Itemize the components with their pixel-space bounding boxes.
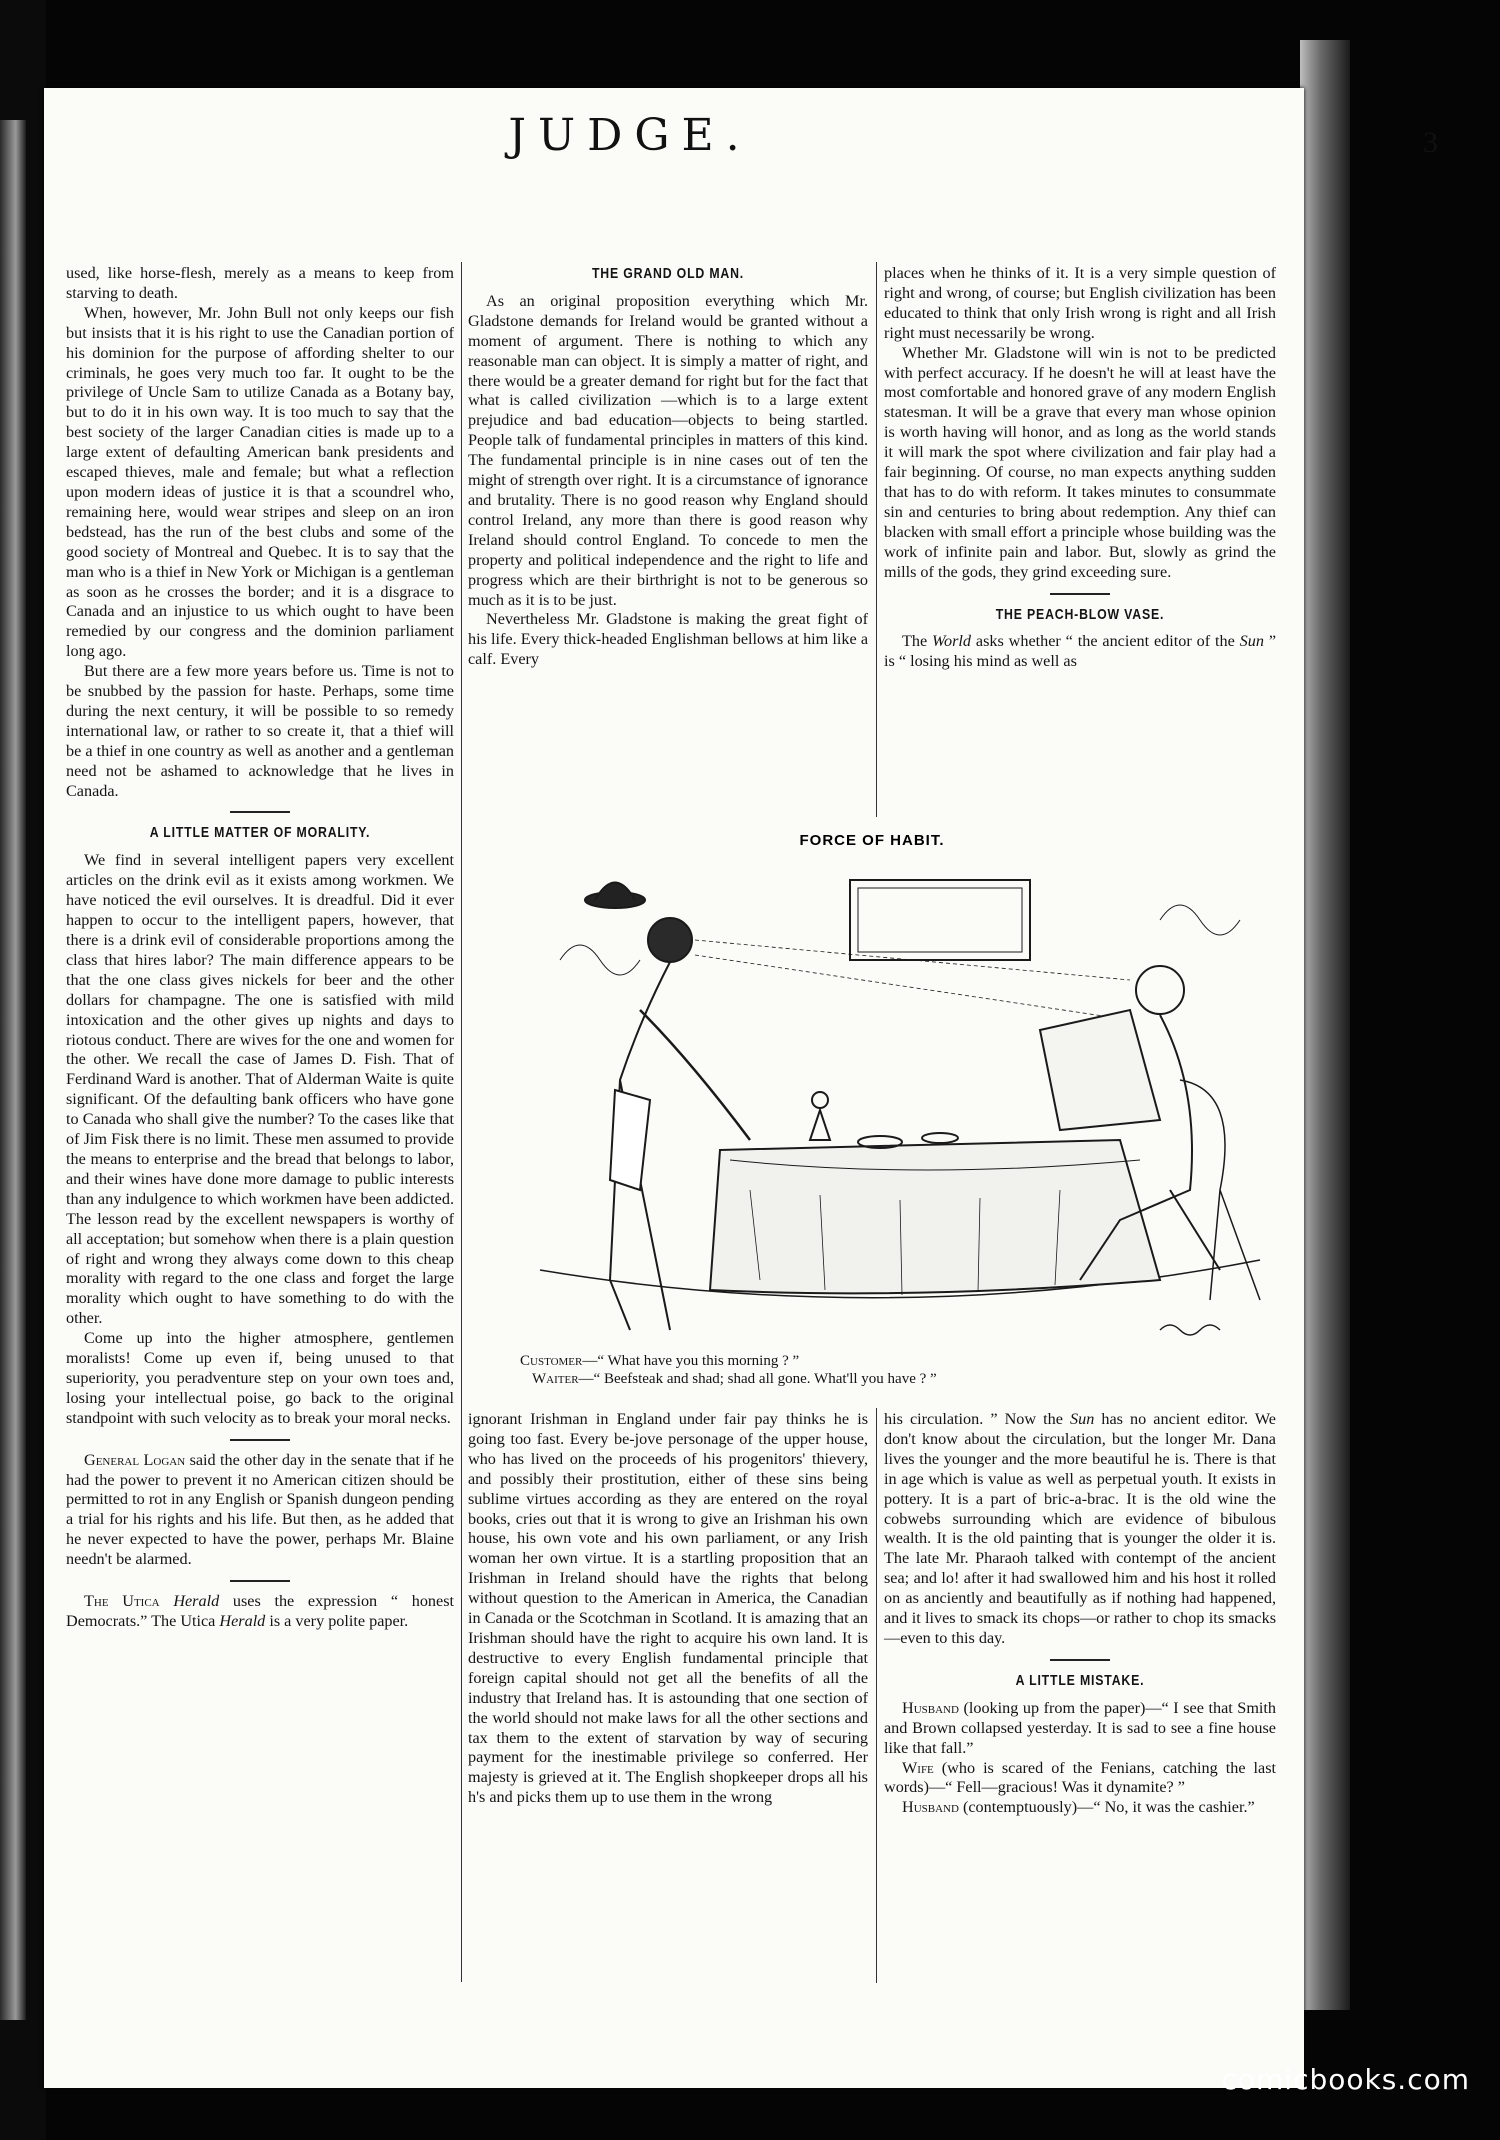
newspaper <box>1040 1010 1160 1130</box>
paragraph: We find in several intelligent papers very excellent articles on the drink evil as it exists among workmen. We have noticed the evil ourselves. It is dreadful. Did it ever happen to occur to the intelligent papers, however, that there is a drink evil of considerable proportions among the class that hires labor? The main difference appears to be that the one class gives nickels for beer and the other dollars for champagne. The one is satisfied with mild intoxication and the other gives up nights and days to riotous conduct. There are wives for the one and women for the other. We recall the case of James D. Fish. That of Ferdinand Ward is another. That of Alderman Waite is quite significant. Of the defaulting bank officers who have gone to Canada who shall give the number? To the cases like that of Jim Fisk there is no limit. These men assumed to provide the means to enterprise and the bread that belongs to labor, and their wines have done more damage to public interests than any indulgence to which workmen have been addicted. The lesson read by the excellent newspapers is worthy of all acceptation; but somehow when there is a plain question of right and wrong they always come down to this cheap morality with regard to the one class and forget the large morality which ought to have something to do with the other. <box>66 851 454 1328</box>
column-4 <box>468 1410 868 1808</box>
paragraph <box>884 1699 1276 1759</box>
paragraph <box>884 1798 1276 1818</box>
page-number: 3 <box>1423 126 1438 159</box>
paragraph: When, however, Mr. John Bull not only keeps our fish but insists that it is his right to use the Canadian portion of his dominion for the purpose of affording shelter to our criminals, he goes very much too far. It ought to be the privilege of Uncle Sam to utilize Canada as a Botany bay, but to do it in his own way. It is too much to say that the best society of the larger Canadian cities is made up to a large extent of defaulting American bank presidents and escaped thieves, male and female; but what a reflection upon modern ideas of justice it is that a scoundrel who, remaining here, would wear stripes and sleep on an iron bedstead, has the run of the best clubs and some of the good society of Montreal and Quebec. It is to say that the man who is a thief in New York or Michigan is a gentleman as soon as he crosses the border; and it is a disgrace to Canada and an injustice to us which ought to have been remedied by our congress and the dominion parliament long ago. <box>66 303 454 661</box>
column-rule-1 <box>461 262 462 1982</box>
paragraph: As an original proposition everything which Mr. Gladstone demands for Ireland would be granted without a moment of argument. There is nothing to which any reasonable man can object. It is simply a matter of right, and there would be a greater demand for right but for the fact that what is called civilization —which is to a large extent prejudice and bad education—objects to being startled. People talk of fundamental principles in matters of this kind. The fundamental principle is in nine cases out of ten the might of strength over right. It is a circumstance of ignorance and brutality. There is no good reason why England should control Ireland, any more than there is good reason why Ireland should control England. To concede to men the property and political independence and the right to life and progress which are their birthright is not to be generous so much as it is to be just. <box>468 291 868 609</box>
paragraph: places when he thinks of it. It is a very simple question of right and wrong, of course; but English civilization has been educated to think that only Irish wrong is right and all Irish right must necessarily be wrong. <box>884 264 1276 342</box>
speaker: Husband <box>902 1698 959 1717</box>
newspaper-name: Sun <box>1070 1410 1095 1428</box>
site-watermark: comicbooks.com <box>1221 2063 1470 2096</box>
paragraph-text: his circulation. ” Now the <box>884 1410 1071 1428</box>
paragraph-text: said the other day in the senate that if he had the power to prevent it no American citizen should be permitted to rot in any English or Spanish dungeon pending a trial for his rights and his life. But then, as he added that he never expected to have the power, perhaps Mr. Blaine needn't be alarmed. <box>66 1450 454 1569</box>
paragraph-text: has no ancient editor. We don't know about the circulation, but the longer Mr. Dana lives the younger and the more beautiful he is. There is that in age which is value as well as perpetual youth. It exists in pottery. It is a part of bric-a-brac. It is the old wine the cobwebs surrounding which are evidence of bibulous wealth. It is the old painting that is younger the older it is. The late Mr. Pharaoh talked with contempt of the ancient sea; and lo! after it had swallowed him and his host it rolled on as anciently and beautifully as if nothing had happened, and it lives to smack its chops—or rather to chop its smacks—even to this day. <box>884 1410 1276 1647</box>
paragraph: used, like horse-flesh, merely as a means to keep from starving to death. <box>66 264 454 302</box>
column-2 <box>468 264 868 670</box>
speaker: Husband <box>902 1798 959 1817</box>
section-heading: THE GRAND OLD MAN. <box>591 265 745 282</box>
section-heading: A LITTLE MISTAKE. <box>1015 1671 1145 1689</box>
cartoon-title: FORCE OF HABIT. <box>799 832 945 849</box>
paragraph-text: uses the expression “ honest Democrats.” The Utica <box>66 1592 454 1630</box>
newspaper-name: Herald <box>173 1592 220 1611</box>
cartoon-caption <box>520 1352 1280 1388</box>
newspaper-name: World <box>932 632 972 651</box>
section-rule <box>230 811 290 813</box>
cartoon-illustration <box>520 860 1280 1360</box>
section-heading: A LITTLE MATTER OF MORALITY. <box>149 824 371 842</box>
paragraph <box>66 1592 454 1632</box>
wall-picture <box>850 880 1030 960</box>
waiter-arm <box>640 1010 750 1140</box>
paragraph-text: The Utica <box>84 1592 174 1611</box>
section-rule <box>1050 1659 1110 1661</box>
newspaper-name: Sun <box>1239 632 1264 651</box>
paragraph-text: (contemptuously)—“ No, it was the cashier.” <box>958 1798 1255 1817</box>
speaker: Wife <box>902 1758 934 1777</box>
caption-line <box>520 1352 1280 1370</box>
paragraph <box>884 1410 1276 1649</box>
masthead: JUDGE. <box>508 110 752 161</box>
newspaper-name: Herald <box>219 1612 266 1630</box>
paragraph-text: ” is “ losing his mind as well as <box>884 632 1276 671</box>
caption-line <box>520 1370 1280 1388</box>
paragraph: Whether Mr. Gladstone will win is not to be predicted with perfect accuracy. If he doesn't he will at least have the most comfortable and honored grave of any modern English statesman. It will be a grave that every man whose opinion is worth having will honor, and as long as the world stands it will mark the spot where civilization and fair play had a fair beginning. Of course, no man expects anything sudden that has to do with reform. It takes minutes to consummate sin and centuries to bring about redemption. Any thief can blacken with small effort a principle whose building was the work of infinite pain and labor. But, slowly as grind the mills of the gods, they grind exceeding sure. <box>884 343 1276 581</box>
page-stack-edge <box>1300 40 1350 2010</box>
section-rule <box>230 1439 290 1441</box>
column-rule-2 <box>876 262 877 817</box>
column-5 <box>884 1410 1276 1818</box>
paragraph <box>884 632 1276 672</box>
paragraph-text: The <box>902 632 933 651</box>
condiment-caster <box>810 1110 830 1140</box>
column-1 <box>66 264 454 1632</box>
paragraph-text: (looking up from the paper)—“ I see that Smith and Brown collapsed yesterday. It is sad to see a fine house like that fall.” <box>884 1698 1276 1757</box>
table <box>710 1140 1160 1293</box>
section-rule <box>1050 593 1110 595</box>
speaker: Customer <box>520 1353 583 1369</box>
waiter-apron <box>610 1090 650 1190</box>
paragraph <box>884 1759 1276 1799</box>
customer-head <box>1136 966 1184 1014</box>
column-3 <box>884 264 1276 672</box>
artist-signature <box>1160 1325 1220 1335</box>
caption-text: —“ What have you this morning ? ” <box>582 1353 800 1369</box>
facing-page-edge <box>0 120 26 2020</box>
caption-text: —“ Beefsteak and shad; shad all gone. What'll you have ? ” <box>578 1371 937 1387</box>
paragraph: ignorant Irishman in England under fair pay thinks he is going too fast. Every be-jove personage of the upper house, who has lived on the proceeds of his progenitors' thievery, and possibly their prostitution, either of these sins being sublime virtues according as they are entered on the royal books, cries out that it is wrong to give an Irishman his own house, his own vote and his own parliament, or any Irish woman her own virtue. It is a startling proposition that an Irishman in Ireland should have the rights that belong without question to the American in America, the Canadian in Canada or the Scotchman in Scotland. It is amazing that an Irishman should have the right to acquire his own land. It is destructive to every English fundamental principle that foreign capital should not get all the benefits of all the industry that Ireland has. It is astounding that one section of the world should not make laws for all the other sections and tax them to the extent of starvation by way of securing payment for the inestimable privilege so conferred. Her majesty is grieved at it. The English shopkeeper drops all his h's and picks them up to use them in the wrong <box>468 1410 868 1807</box>
paragraph-text: is a very polite paper. <box>265 1612 409 1630</box>
paragraph: Nevertheless Mr. Gladstone is making the great fight of his life. Every thick-headed Englishman bellows at him like a calf. Every <box>468 610 868 669</box>
paragraph <box>66 1451 454 1570</box>
section-heading: THE PEACH-BLOW VASE. <box>995 605 1165 623</box>
section-rule <box>230 1580 290 1582</box>
column-rule-3 <box>876 1408 877 1983</box>
paragraph-text: asks whether “ the ancient editor of the <box>971 632 1240 651</box>
waiter-head <box>648 918 692 962</box>
paragraph: But there are a few more years before us. Time is not to be snubbed by the passion for haste. Perhaps, some time during the next century, it will be possible to so remedy international law, or rather to so create it, that a thief will be a thief in one country as well as another and a gentleman need not be ashamed to acknowledge that he lives in Canada. <box>66 662 454 800</box>
speaker: Waiter <box>532 1371 579 1387</box>
paragraph-text: (who is scared of the Fenians, catching the last words)—“ Fell—gracious! Was it dynamite? ” <box>884 1758 1276 1797</box>
paragraph: Come up into the higher atmosphere, gentlemen moralists! Come up even if, being unused to that superiority, you peradventure step on your own toes and, losing your intellectual poise, go back to the original standpoint with such velocity as to break your moral necks. <box>66 1329 454 1427</box>
lead-in: General Logan <box>84 1450 186 1469</box>
